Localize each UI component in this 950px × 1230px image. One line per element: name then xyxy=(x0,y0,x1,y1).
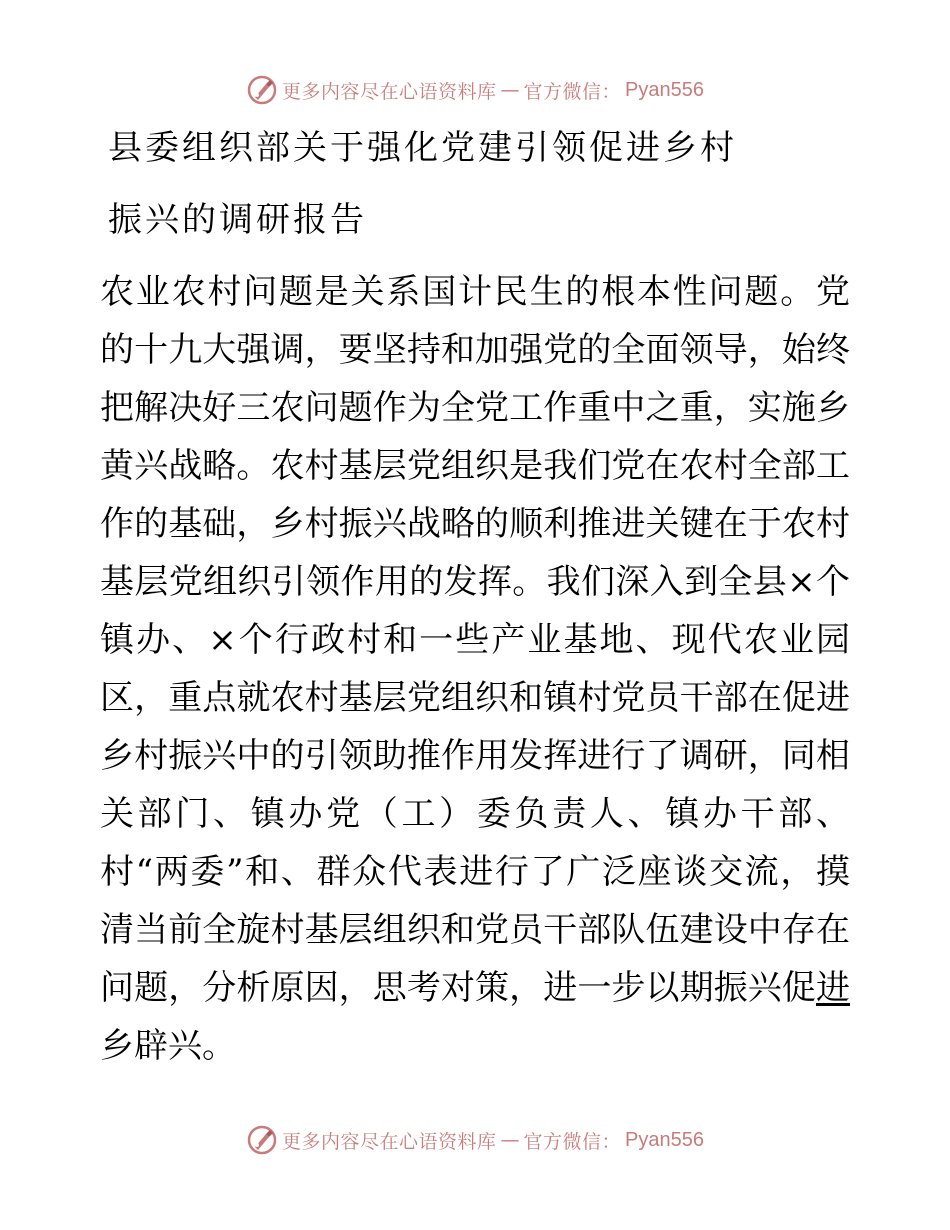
document-title-line-1: 县委组织部关于强化党建引领促进乡村 xyxy=(108,128,737,168)
watermark-wechat-id: Pyan556 xyxy=(625,78,704,101)
body-line-1: 农业农村问题是关系国计民生的根本性问题。党 xyxy=(100,272,850,312)
body-line-2: 的十九大强调，要坚持和加强党的全面领导，始终 xyxy=(100,330,850,370)
watermark-wechat-label: 官方微信： xyxy=(523,1130,622,1153)
watermark-text: 更多内容尽在心语资料库 xyxy=(282,80,497,103)
watermark-wechat-label: 官方微信： xyxy=(523,80,622,103)
body-line-9: 乡村振兴中的引领助推作用发挥进行了调研，同相 xyxy=(100,736,850,776)
body-line-4: 黄兴战略。农村基层党组织是我们党在农村全部工 xyxy=(100,446,850,486)
body-line-10: 关部门、镇办党（工）委负责人、镇办干部、 xyxy=(100,794,850,834)
pen-logo-icon xyxy=(246,1124,278,1156)
pen-logo-icon xyxy=(246,74,278,106)
body-line-11: 村“两委”和、群众代表进行了广泛座谈交流，摸 xyxy=(100,852,850,892)
header-watermark xyxy=(0,70,950,110)
body-line-13 xyxy=(100,968,850,1008)
watermark-text: 更多内容尽在心语资料库 xyxy=(282,1130,497,1153)
underlined-character: 进 xyxy=(816,968,850,1008)
body-line-5: 作的基础，乡村振兴战略的顺利推进关键在于农村 xyxy=(100,504,850,544)
body-line-13-text: 问题，分析原因，思考对策，进一步以期振兴促 xyxy=(100,968,816,1008)
body-line-6: 基层党组织引领作用的发挥。我们深入到全县×个 xyxy=(100,562,850,602)
body-line-8: 区，重点就农村基层党组织和镇村党员干部在促进 xyxy=(100,678,850,718)
body-line-14: 乡辟兴。 xyxy=(100,1026,236,1066)
watermark-separator: — xyxy=(500,1129,520,1151)
body-line-3: 把解决好三农问题作为全党工作重中之重，实施乡 xyxy=(100,388,850,428)
body-line-12: 清当前全旋村基层组织和党员干部队伍建设中存在 xyxy=(100,910,850,950)
watermark-wechat-id: Pyan556 xyxy=(625,1128,704,1151)
watermark-separator: — xyxy=(500,79,520,101)
footer-watermark xyxy=(0,1120,950,1160)
document-title-line-2: 振兴的调研报告 xyxy=(108,200,367,240)
body-line-7: 镇办、×个行政村和一些产业基地、现代农业园 xyxy=(100,620,850,660)
